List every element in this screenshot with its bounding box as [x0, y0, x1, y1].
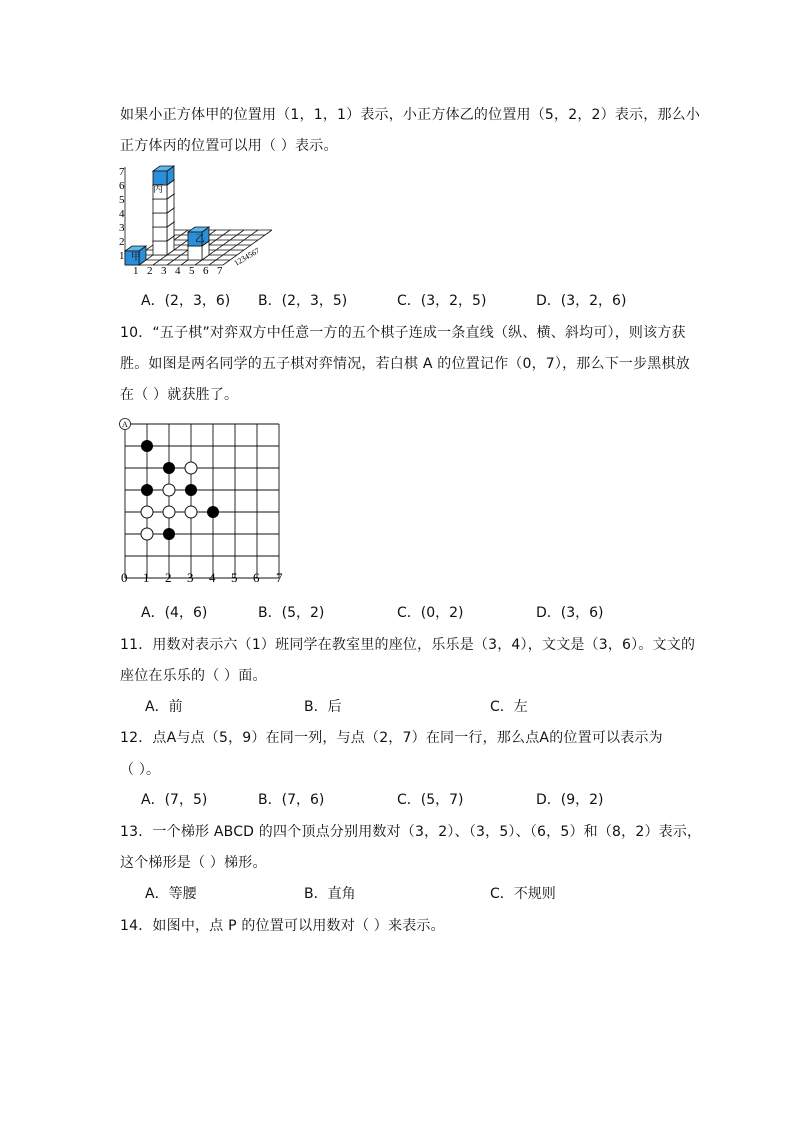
x-tick-7: 7: [217, 265, 223, 277]
q13-option-a[interactable]: A．等腰: [145, 886, 197, 902]
white-stone: [163, 506, 175, 518]
cube-bing-stack-front: [153, 241, 167, 255]
q10-option-d[interactable]: D．(3，6): [536, 605, 604, 621]
q9-option-a[interactable]: A．(2，3，6): [141, 293, 231, 309]
q10-text-line2: 胜。如图是两名同学的五子棋对弈情况，若白棋 A 的位置记作（0，7），那么下一步黑棋放: [120, 356, 690, 372]
x-tick-4: 4: [175, 265, 181, 277]
q9-option-b[interactable]: B．(2，3，5): [258, 293, 348, 309]
black-stone: [163, 462, 175, 474]
q10-text-line3: 在（ ）就获胜了。: [120, 387, 239, 403]
board-x-tick-1: 1: [143, 570, 150, 585]
q9-text-line1: 如果小正方体甲的位置用（1，1，1）表示，小正方体乙的位置用（5，2，2）表示，那么小: [120, 107, 701, 123]
q9-option-c[interactable]: C．(3，2，5): [397, 293, 487, 309]
y-ticks: 1234567: [232, 245, 262, 268]
q13-text-line1: 13．一个梯形 ABCD 的四个顶点分别用数对（3，2）、（3，5）、（6，5）和（8，2）表示，: [120, 824, 702, 840]
z-tick-2: 2: [119, 236, 125, 248]
q13-text-line2: 这个梯形是（ ）梯形。: [120, 855, 267, 871]
q11-option-b[interactable]: B．后: [304, 699, 342, 715]
q13-option-c[interactable]: C．不规则: [490, 886, 556, 902]
q10-option-b[interactable]: B．(5，2): [258, 605, 325, 621]
board-x-tick-7: 7: [276, 570, 283, 585]
board-x-tick-3: 3: [187, 570, 194, 585]
white-stone: [185, 462, 197, 474]
cube-yi-stack-front: [188, 246, 202, 260]
q9-text-line2: 正方体丙的位置可以用（ ）表示。: [120, 138, 338, 154]
q10-gomoku-board: [112, 414, 292, 586]
x-tick-2: 2: [147, 265, 153, 277]
q10-text-line1: 10．“五子棋”对弈双方中任意一方的五个棋子连成一条直线（纵、横、斜均可），则该方获: [120, 325, 686, 341]
cube-bing-stack-front: [153, 213, 167, 227]
board-x-tick-6: 6: [253, 570, 260, 585]
board-x-tick-5: 5: [231, 570, 238, 585]
cube-label-jia: 甲: [131, 252, 141, 263]
q11-option-c[interactable]: C．左: [490, 699, 528, 715]
z-tick-6: 6: [119, 180, 125, 192]
x-tick-3: 3: [161, 265, 167, 277]
q12-option-d[interactable]: D．(9，2): [536, 792, 604, 808]
q12-option-a[interactable]: A．(7，5): [141, 792, 208, 808]
board-x-tick-2: 2: [165, 570, 172, 585]
q12-option-b[interactable]: B．(7，6): [258, 792, 325, 808]
board-x-tick-0: 0: [121, 570, 128, 585]
z-tick-4: 4: [119, 208, 125, 220]
white-stone: [141, 528, 153, 540]
marker-a-label: A: [122, 420, 128, 429]
black-stone: [141, 440, 153, 452]
q12-option-c[interactable]: C．(5，7): [397, 792, 464, 808]
q12-text-line2: （ ）。: [120, 762, 161, 778]
black-stone: [163, 528, 175, 540]
cube-bing-stack-front: [153, 171, 167, 185]
black-stone: [185, 484, 197, 496]
x-tick-1: 1: [133, 265, 139, 277]
q10-option-c[interactable]: C．(0，2): [397, 605, 464, 621]
white-stone: [163, 484, 175, 496]
q14-text-line1: 14．如图中，点 P 的位置可以用数对（ ）来表示。: [120, 918, 445, 934]
z-tick-1: 1: [119, 250, 125, 262]
q13-option-b[interactable]: B．直角: [304, 886, 356, 902]
q9-option-d[interactable]: D．(3，2，6): [536, 293, 627, 309]
board-x-tick-4: 4: [209, 570, 216, 585]
white-stone: [185, 506, 197, 518]
z-tick-7: 7: [119, 166, 125, 178]
z-tick-3: 3: [119, 222, 125, 234]
x-tick-6: 6: [203, 265, 209, 277]
q11-option-a[interactable]: A．前: [145, 699, 183, 715]
q10-option-a[interactable]: A．(4，6): [141, 605, 208, 621]
white-stone: [141, 506, 153, 518]
z-tick-5: 5: [119, 194, 125, 206]
q11-text-line1: 11．用数对表示六（1）班同学在教室里的座位，乐乐是（3，4），文文是（3，6）。文文的: [120, 637, 696, 653]
x-tick-5: 5: [189, 265, 195, 277]
q12-text-line1: 12．点A与点（5，9）在同一列，与点（2，7）在同一行，那么点A的位置可以表示为: [120, 730, 663, 746]
black-stone: [207, 506, 219, 518]
cube-label-yi: 乙: [195, 234, 205, 245]
cube-label-bing: 丙: [153, 184, 163, 195]
cube-bing-stack-front: [153, 199, 167, 213]
black-stone: [141, 484, 153, 496]
q9-cube-figure: [112, 158, 282, 280]
q11-text-line2: 座位在乐乐的（ ）面。: [120, 668, 267, 684]
cube-bing-stack-front: [153, 227, 167, 241]
